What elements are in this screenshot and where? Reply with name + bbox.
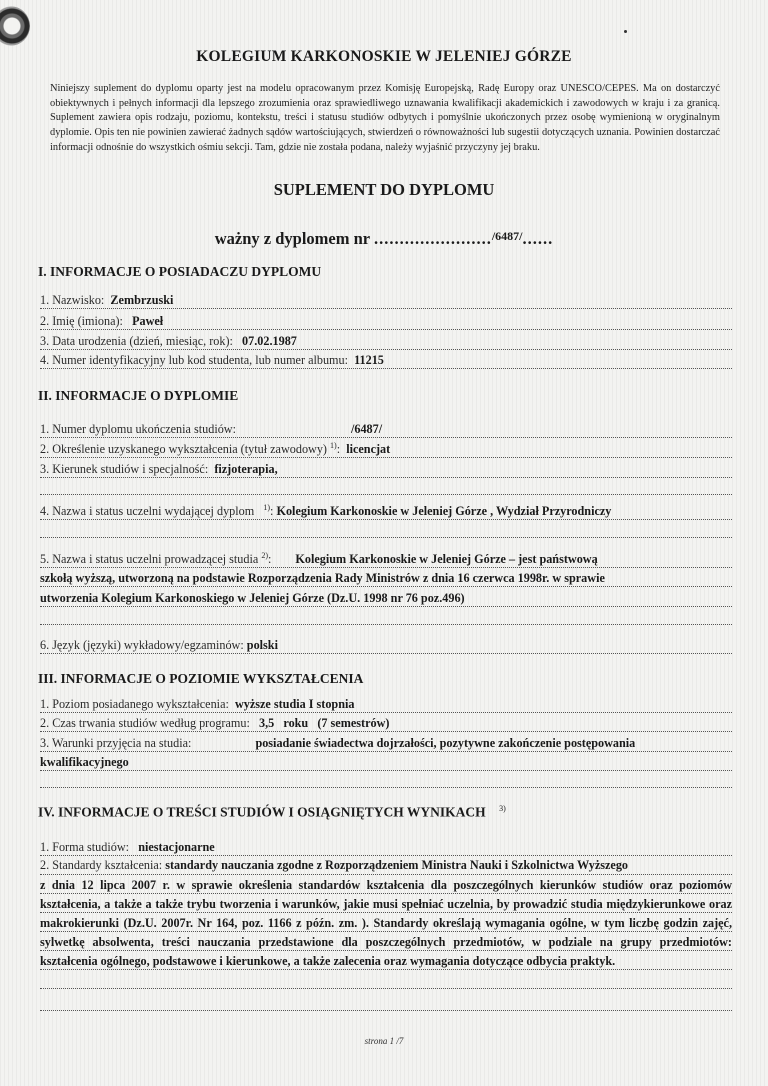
- valid-with-diploma: ważny z dyplomem nr .......................$^{/6487/}$......: [214, 229, 554, 248]
- valid-number: /6487/: [491, 229, 523, 243]
- issuer-value: Kolegium Karkonoskie w Jeleniej Górze , Wydział Przyrodniczy: [276, 504, 612, 519]
- surname-row: [40, 293, 732, 309]
- dob-label: 3. Data urodzenia (dzień, miesiąc, rok):: [40, 334, 233, 348]
- field-of-study-label: 3. Kierunek studiów i specjalność:: [40, 462, 209, 476]
- study-form-row: [40, 840, 732, 856]
- language-value: polski: [246, 638, 278, 652]
- provider-value-line3: utworzenia Kolegium Karkonoskiego w Jeleniej Górze (Dz.U. 1998 nr 76 poz.496): [40, 591, 465, 605]
- student-id-value: 11215: [354, 353, 384, 367]
- provider-value-line1: Kolegium Karkonoskie w Jeleniej Górze – jest państwową: [295, 552, 598, 567]
- issuer-row: 4. Nazwa i status uczelni wydającej dyplom $^{1)}$: Kolegium Karkonoskie w Jeleniej Górze , Wydział Przyrodniczy: [40, 503, 612, 519]
- valid-label: ważny z dyplomem nr: [214, 229, 370, 248]
- education-level-value: wyższe studia I stopnia: [234, 697, 355, 711]
- valid-dots: .......................: [373, 229, 492, 248]
- admission-row: [40, 736, 732, 752]
- firstname-label: 2. Imię (imiona):: [40, 314, 123, 328]
- surname-label: 1. Nazwisko:: [40, 293, 105, 307]
- section-4-heading: [38, 804, 506, 821]
- admission-value-line2: kwalifikacyjnego: [40, 755, 129, 769]
- degree-row: 2. Określenie uzyskanego wykształcenia (tytuł zawodowy) $^{1)}$: licencjat: [40, 441, 391, 457]
- duration-value: 3,5 roku (7 semestrów): [259, 716, 390, 730]
- issuer-label: 4. Nazwa i status uczelni wydającej dyplom: [40, 504, 255, 519]
- section-2-heading: II. INFORMACJE O DYPLOMIE: [38, 388, 239, 403]
- student-id-label: 4. Numer identyfikacyjny lub kod studenta, lub numer albumu:: [40, 353, 349, 367]
- standards-value-rest: z dnia 12 lipca 2007 r. w sprawie określenia standardów kształcenia dla poszczególnych kierunków studiów oraz poziomów kształcenia, a także a także trybu tworzenia i warunków, jakie musi spełniać uczelnia, by prowadzić studia międzykierunkowe oraz makrokierunki (Dz.U. 2007r. Nr 164, poz. 1166 z późn. zm. ). Standardy określają wymagania ogólne, w tym liczbę godzin zajęć, sylwetkę absolwenta, treści nauczania przedstawione dla poszczególnych przedmiotów, w podziale na grupy przedmiotów: kształcenia ogólnego, podstawowe i kierunkowe, a także zalecenia oraz wymagania dotyczące odbycia praktyk.: [40, 878, 732, 968]
- standards-row: [40, 858, 732, 874]
- firstname-value: Paweł: [132, 314, 164, 328]
- standards-label: 2. Standardy kształcenia:: [40, 858, 163, 872]
- admission-label: 3. Warunki przyjęcia na studia:: [40, 736, 192, 750]
- intro-paragraph: Niniejszy suplement do dyplomu oparty jest na modelu opracowanym przez Komisję Europejską, Radę Europy oraz UNESCO/CEPES. Ma on dostarczyć obiektywnych i pełnych informacji dla lepszego zrozumienia oraz sprawiedliwego uznawania kwalifikacji akademickich i zawodowych w kraju i za granicą. Suplement zawiera opis rodzaju, poziomu, kontekstu, treści i statusu studiów odbytych i pomyślnie ukończonych przez osobę wymienioną w oryginalnym dyplomie. Opis ten nie powinien zawierać żadnych sądów wartościujących, stwierdzeń o równoważności lub sugestii dotyczących uznania. Powinien dostarczać informacji odnośnie do wszystkich ośmiu sekcji. Tam, gdzie nie została podana, należy wyjaśnić przyczyny jej braku.: [50, 83, 720, 153]
- binder-ring-icon: [0, 6, 30, 46]
- standards-value-line1: standardy nauczania zgodne z Rozporządzeniem Ministra Nauki i Szkolnictwa Wyższego: [165, 858, 629, 872]
- diploma-number-label: 1. Numer dyplomu ukończenia studiów:: [40, 422, 236, 436]
- provider-line3: [40, 591, 732, 607]
- section-3-heading: III. INFORMACJE O POZIOMIE WYKSZTAŁCENIA: [38, 671, 364, 686]
- dob-value: 07.02.1987: [242, 334, 297, 348]
- study-form-value: niestacjonarne: [138, 840, 215, 854]
- section-4-title: IV. INFORMACJE O TREŚCI STUDIÓW I OSIĄGNIĘTYCH WYNIKACH: [38, 804, 486, 820]
- duration-row: [40, 716, 732, 732]
- issuer-footnote: 1): [263, 503, 271, 512]
- firstname-row: [40, 314, 732, 330]
- page-number: strona 1 /7: [364, 1036, 404, 1046]
- student-id-row: [40, 353, 732, 369]
- education-level-row: [40, 697, 732, 713]
- diploma-number-value: /6487/: [350, 422, 383, 436]
- degree-label: 2. Określenie uzyskanego wykształcenia (tytuł zawodowy): [40, 442, 327, 457]
- diploma-number-row: [40, 422, 732, 438]
- provider-line2: [40, 571, 732, 587]
- provider-label: 5. Nazwa i status uczelni prowadzącej studia: [40, 552, 259, 567]
- admission-value-line1: posiadanie świadectwa dojrzałości, pozytywne zakończenie postępowania: [255, 736, 636, 750]
- education-level-label: 1. Poziom posiadanego wykształcenia:: [40, 697, 229, 711]
- study-form-label: 1. Forma studiów:: [40, 840, 130, 854]
- provider-value-line2: szkołą wyższą, utworzoną na podstawie Rozporządzenia Rady Ministrów z dnia 16 czerwca 1998r. w sprawie: [40, 571, 605, 585]
- provider-footnote: 2): [261, 551, 268, 560]
- language-row: [40, 638, 732, 654]
- supplement-title: SUPLEMENT DO DYPLOMU: [273, 180, 495, 199]
- surname-value: Zembrzuski: [110, 293, 174, 307]
- language-label: 6. Język (języki) wykładowy/egzaminów:: [40, 638, 244, 652]
- degree-footnote: 1): [330, 441, 337, 450]
- provider-row: 5. Nazwa i status uczelni prowadzącej studia $^{2)}$: Kolegium Karkonoskie w Jeleniej Górze – jest państwową: [40, 551, 598, 567]
- dob-row: [40, 334, 732, 350]
- field-of-study-row: [40, 462, 732, 478]
- field-of-study-value: fizjoterapia,: [214, 462, 278, 476]
- duration-label: 2. Czas trwania studiów według programu:: [40, 716, 250, 730]
- section-1-heading: I. INFORMACJE O POSIADACZU DYPLOMU: [38, 264, 322, 279]
- section-4-footnote: 3): [499, 804, 506, 813]
- ink-speck: [624, 30, 627, 33]
- admission-line2: [40, 755, 732, 771]
- institution-title: KOLEGIUM KARKONOSKIE W JELENIEJ GÓRZE: [196, 48, 572, 65]
- degree-value: licencjat: [346, 442, 391, 457]
